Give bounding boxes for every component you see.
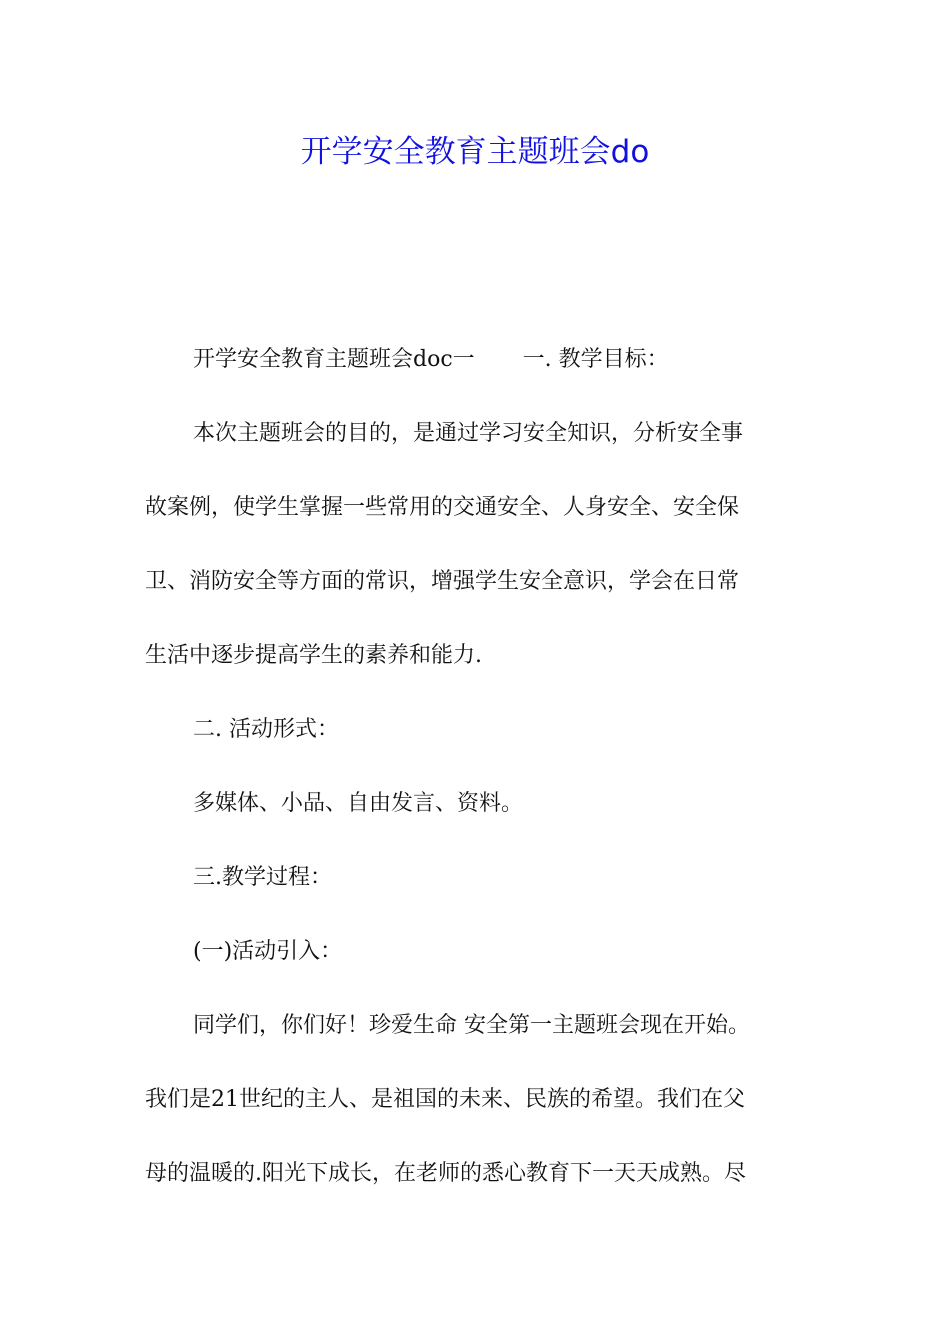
subsection-heading-activity-intro: (一)活动引入：: [193, 939, 343, 964]
paragraph-line: 故案例，使学生掌握一些常用的交通安全、人身安全、安全保: [145, 495, 740, 520]
paragraph-line: 同学们，你们好！珍爱生命 安全第一主题班会现在开始。: [193, 1013, 750, 1038]
paragraph-line: 生活中逐步提高学生的素养和能力.: [145, 643, 482, 668]
section-heading-teaching-process: 三.教学过程：: [193, 865, 332, 890]
document-body: [145, 330, 810, 1218]
section-heading-activity-form: 二. 活动形式：: [193, 717, 339, 742]
paragraph-line: 我们是21世纪的主人、是祖国的未来、民族的希望。我们在父: [145, 1087, 745, 1112]
objective-heading-text: 一. 教学目标：: [522, 347, 669, 372]
paragraph-line-intro: [145, 330, 810, 404]
intro-heading-text: 开学安全教育主题班会doc一: [193, 347, 475, 372]
document-title: 开学安全教育主题班会do: [300, 134, 650, 170]
paragraph-line: 本次主题班会的目的，是通过学习安全知识，分析安全事: [193, 421, 744, 446]
paragraph-line: 卫、消防安全等方面的常识，增强学生安全意识，学会在日常: [145, 569, 740, 594]
paragraph-line: 母的温暖的.阳光下成长，在老师的悉心教育下一天天成熟。尽: [145, 1161, 746, 1186]
paragraph-line: 多媒体、小品、自由发言、资料。: [193, 791, 524, 816]
